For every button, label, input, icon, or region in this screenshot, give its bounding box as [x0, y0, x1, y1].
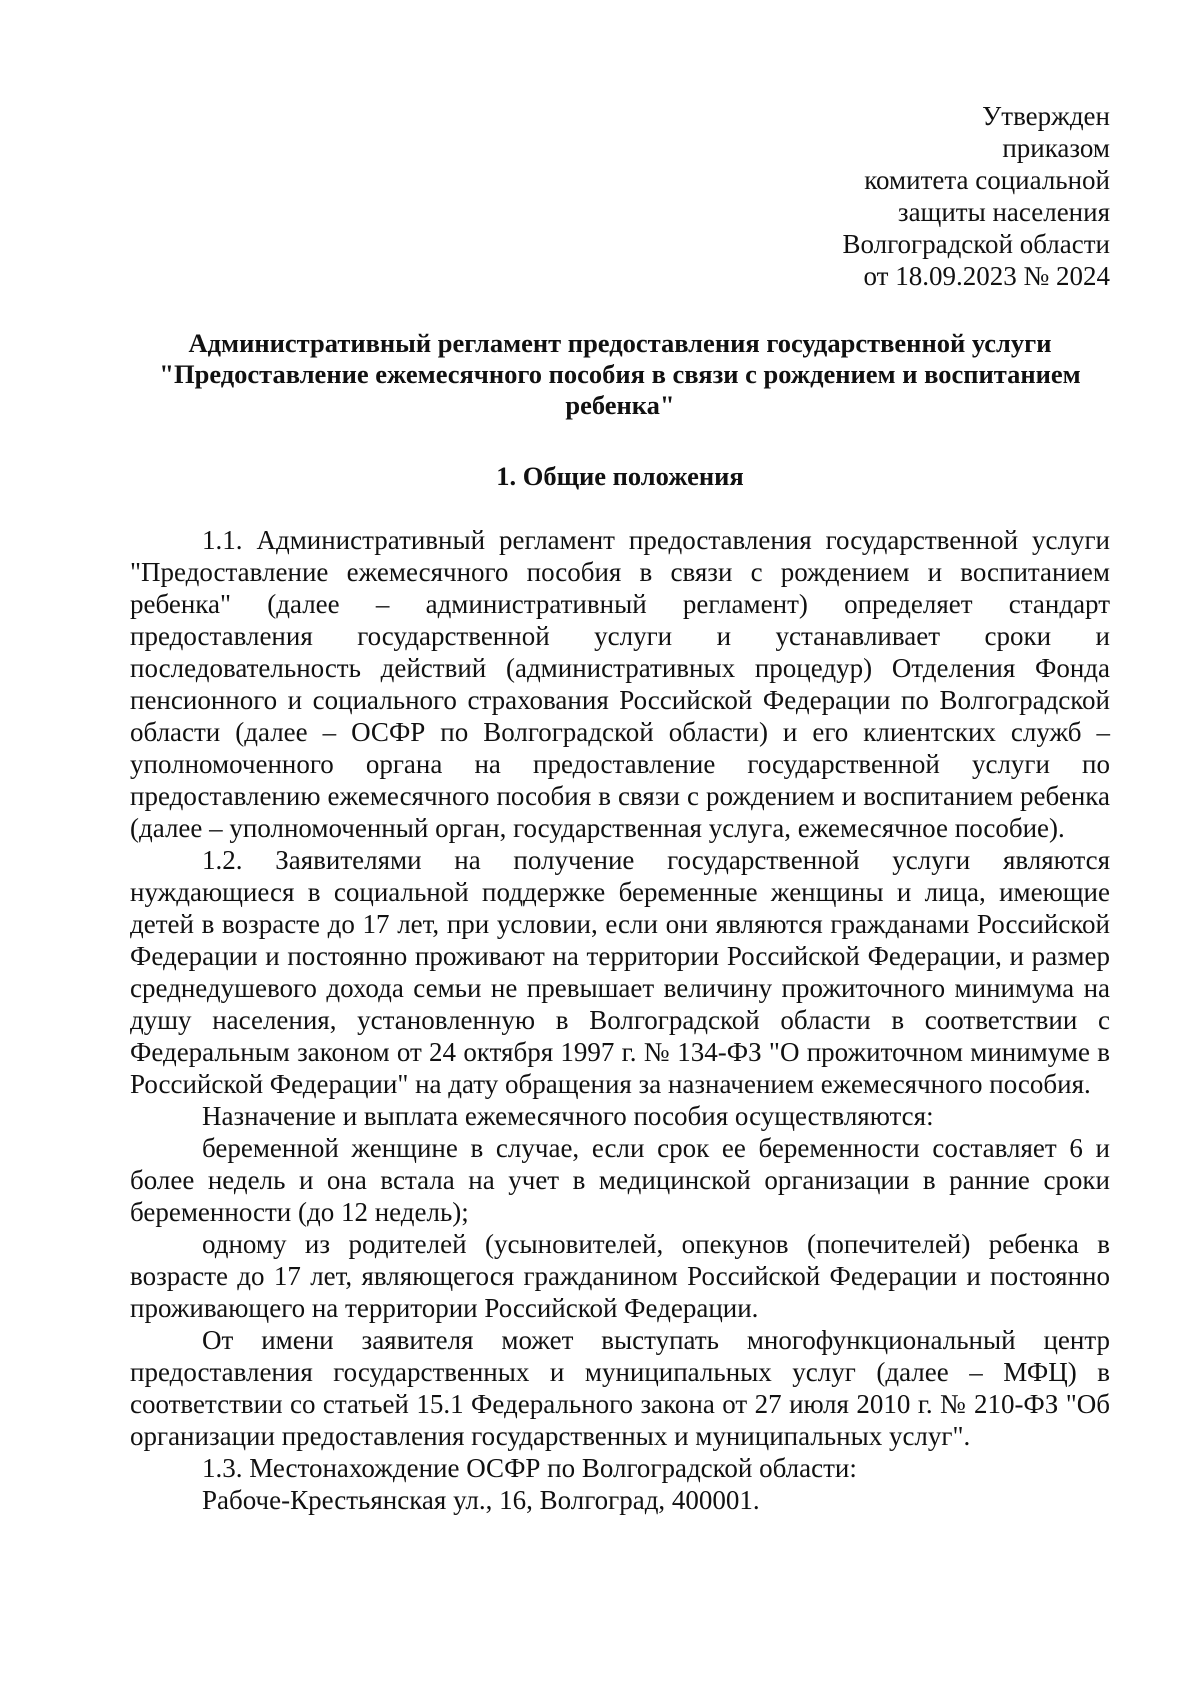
approval-line: защиты населения	[897, 197, 1110, 227]
paragraph: Рабоче-Крестьянская ул., 16, Волгоград, 400001.	[202, 1485, 760, 1515]
approval-stamp-block	[130, 100, 1110, 292]
approval-line: комитета социальной	[864, 165, 1110, 195]
approval-line: Утвержден	[982, 101, 1110, 131]
paragraph: беременной женщине в случае, если срок ее беременности составляет 6 и более недель и она встала на учет в медицинской организации в ранние сроки беременности (до 12 недель);	[130, 1133, 1110, 1227]
paragraph: 1.2. Заявителями на получение государственной услуги являются нуждающиеся в социальной поддержке беременные женщины и лица, имеющие детей в возрасте до 17 лет, при условии, если они являются гражданами Российской Федерации и постоянно проживают на территории Российской Федерации, и размер среднедушевого дохода семьи не превышает величину прожиточного минимума на душу населения, установленную в Волгоградской области в соответствии с Федеральным законом от 24 октября 1997 г. № 134-ФЗ "О прожиточном минимуме в Российской Федерации" на дату обращения за назначением ежемесячного пособия.	[130, 845, 1110, 1099]
paragraph: Назначение и выплата ежемесячного пособия осуществляются:	[202, 1101, 934, 1131]
approval-line: от 18.09.2023 № 2024	[863, 261, 1110, 291]
document-body	[130, 524, 1110, 1516]
paragraph: От имени заявителя может выступать многофункциональный центр предоставления государственных и муниципальных услуг (далее – МФЦ) в соответствии со статьей 15.1 Федерального закона от 27 июля 2010 г. № 210-ФЗ "Об организации предоставления государственных и муниципальных услуг".	[130, 1325, 1110, 1451]
paragraph: одному из родителей (усыновителей, опекунов (попечителей) ребенка в возрасте до 17 лет, являющегося гражданином Российской Федерации и постоянно проживающего на территории Российской Федерации.	[130, 1229, 1110, 1323]
paragraph: 1.3. Местонахождение ОСФР по Волгоградской области:	[202, 1453, 857, 1483]
paragraph: 1.1. Административный регламент предоставления государственной услуги "Предоставление ежемесячного пособия в связи с рождением и воспитанием ребенка" (далее – административный регламент) определяет стандарт предоставления государственной услуги и устанавливает сроки и последовательность действий (административных процедур) Отделения Фонда пенсионного и социального страхования Российской Федерации по Волгоградской области (далее – ОСФР по Волгоградской области) и его клиентских служб – уполномоченного органа на предоставление государственной услуги по предоставлению ежемесячного пособия в связи с рождением и воспитанием ребенка (далее – уполномоченный орган, государственная услуга, ежемесячное пособие).	[130, 525, 1110, 843]
document-title: Административный регламент предоставления государственной услуги "Предоставление ежемесячного пособия в связи с рождением и воспитанием ребенка"	[159, 328, 1081, 420]
approval-line: приказом	[1002, 133, 1110, 163]
approval-line: Волгоградской области	[842, 229, 1110, 259]
section-heading: 1. Общие положения	[496, 461, 744, 491]
